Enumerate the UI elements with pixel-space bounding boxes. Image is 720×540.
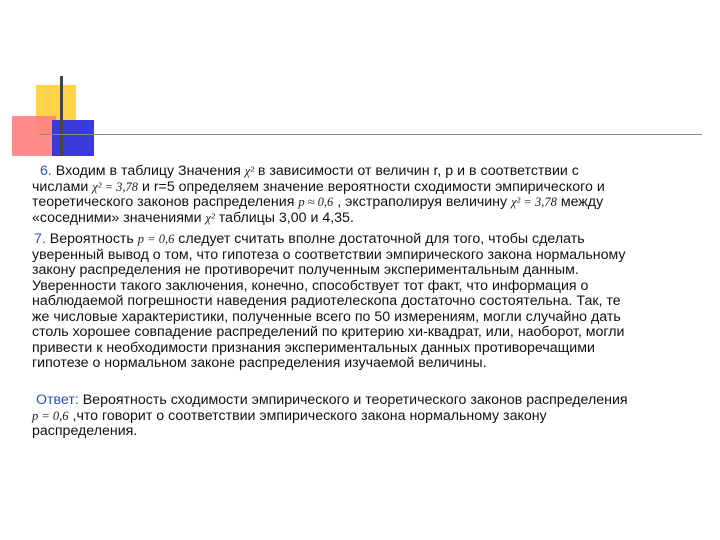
text: и r=5 определяем значение вероятности сходимости эмпирического и [138, 178, 605, 195]
text: в зависимости от величин r, p и в соответствии с [253, 163, 579, 179]
text-line: распределения. [32, 423, 138, 439]
chi-square-value-formula: χ² = 3,78 [92, 179, 139, 194]
text: ,что говорит о соответствии эмпирического закона нормальному закону [68, 407, 547, 424]
paragraph-6 [32, 164, 708, 226]
answer-block [32, 393, 708, 440]
text: Вероятность [45, 231, 138, 247]
text-line: наблюдаемой погрешности наведения радиотелескопа достаточно состоятельна. Так, те [32, 293, 621, 309]
text: теоретического законов распределения [32, 194, 299, 210]
text: «соседними» значениями [32, 209, 206, 226]
probability-formula: p = 0,6 [32, 408, 69, 423]
chi-square-formula: χ² [244, 164, 254, 178]
text: между [556, 194, 604, 210]
text-line: же числовые характеристики, полученные всего по 50 измерениям, могли случайно дать [32, 308, 621, 325]
text-line: закону распределения не противоречит полученным экспериментальным данным. [32, 262, 579, 278]
item-number: 7. [34, 231, 46, 247]
text: , экстраполируя величину [333, 194, 512, 210]
text-line: Уверенности такого заключения, конечно, способствует тот факт, что информация о [32, 277, 589, 294]
text-line: привести к необходимости признания экспериментальных данных противоречащими [32, 339, 595, 356]
text: Вероятность сходимости эмпирического и теоретического законов распределения [78, 392, 628, 408]
probability-formula: p = 0,6 [137, 232, 175, 246]
text: числами [32, 178, 93, 195]
decor-blue-square [52, 120, 94, 156]
answer-label: Ответ: [36, 392, 79, 408]
item-number: 6. [40, 163, 52, 179]
text: таблицы 3,00 и 4,35. [214, 209, 354, 226]
text: следует считать вполне достаточной для того, чтобы сделать [174, 231, 585, 247]
text: Входим в таблицу Значения [51, 163, 245, 179]
text-line: гипотезе о нормальном законе распределения изучаемой величины. [32, 355, 487, 371]
text-line: уверенный вывод о том, что гипотеза о соответствии эмпирического закона нормальному [32, 246, 626, 263]
chi-square-formula: χ² [205, 210, 215, 225]
text-line: столь хорошее совпадение распределений по критерию хи-квадрат, или, наоборот, могли [32, 324, 625, 340]
probability-formula: p ≈ 0,6 [298, 195, 334, 209]
decor-red-square [12, 116, 56, 156]
decor-vertical-line [60, 76, 63, 156]
paragraph-7 [32, 232, 708, 372]
chi-square-value-formula: χ² = 3,78 [511, 195, 557, 209]
decor-horizontal-rule [40, 134, 702, 135]
